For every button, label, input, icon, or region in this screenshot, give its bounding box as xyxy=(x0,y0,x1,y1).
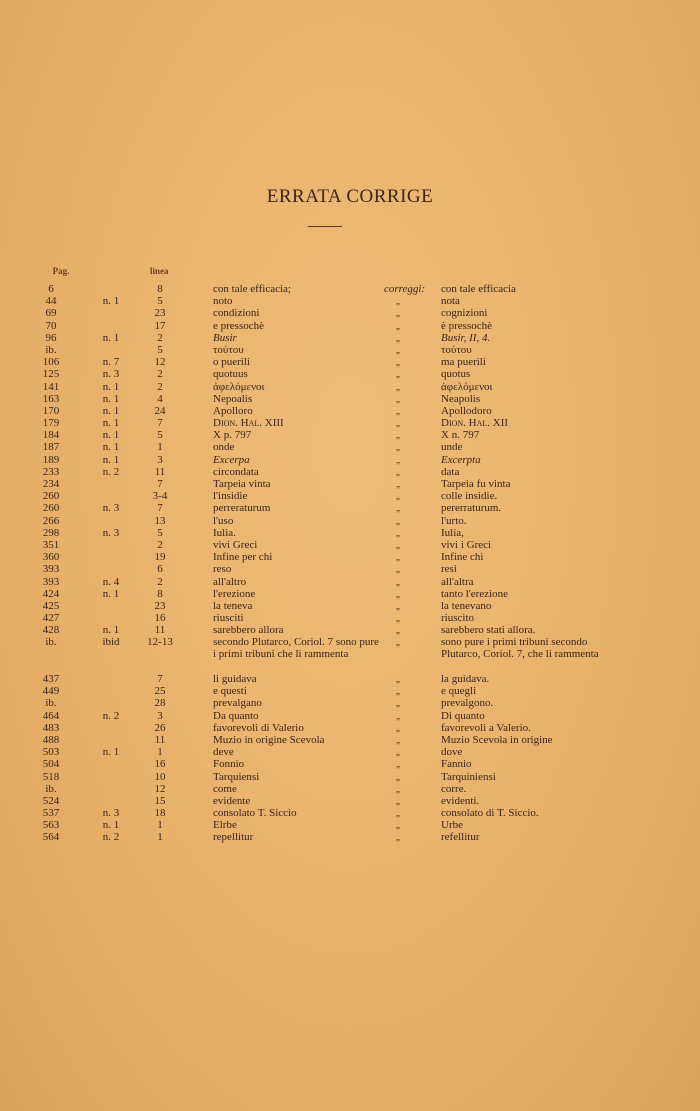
errata-row xyxy=(0,490,700,502)
page-number: 428 xyxy=(42,624,60,637)
ditto-mark: „ xyxy=(396,576,400,587)
page-number: 360 xyxy=(42,551,60,564)
erroneous-text: con tale efficacia; xyxy=(213,283,291,295)
errata-row xyxy=(0,612,700,624)
line-number: 3-4 xyxy=(152,490,168,503)
errata-row xyxy=(0,697,700,709)
corrected-text: corre. xyxy=(441,782,467,795)
note-number: n. 1 xyxy=(102,819,120,832)
errata-row xyxy=(0,356,700,368)
ditto-mark: „ xyxy=(396,430,400,441)
errata-row xyxy=(0,819,700,831)
corrected-text: Iulia, xyxy=(441,526,464,539)
note-number: n. 2 xyxy=(102,709,120,722)
corrected-text: all'altra xyxy=(441,575,474,588)
erroneous-text: favorevoli di Valerio xyxy=(213,721,304,734)
line-number: 10 xyxy=(154,770,166,783)
note-number: n. 3 xyxy=(102,368,120,381)
ditto-mark: „ xyxy=(396,771,400,782)
corrected-text: favorevoli a Valerio. xyxy=(441,721,531,734)
ditto-mark: „ xyxy=(396,332,400,343)
errata-row xyxy=(0,417,700,429)
note-number: n. 1 xyxy=(102,587,120,600)
corrected-text: Tarpeia fu vinta xyxy=(441,478,511,490)
errata-row xyxy=(0,795,700,807)
errata-row xyxy=(0,746,700,758)
ditto-mark: „ xyxy=(396,552,400,563)
errata-row xyxy=(0,454,700,466)
ditto-mark: „ xyxy=(396,686,400,697)
line-number: 8 xyxy=(157,283,163,295)
corrected-text: dove xyxy=(441,746,463,759)
erroneous-text: quotuus xyxy=(213,368,248,381)
ditto-mark: „ xyxy=(396,795,400,806)
line-number: 12 xyxy=(154,782,166,795)
errata-row xyxy=(0,405,700,417)
corrected-text: tanto l'erezione xyxy=(441,587,509,600)
line-number: 28 xyxy=(154,697,166,710)
corrected-text: con tale efficacia xyxy=(441,283,516,295)
note-number: n. 1 xyxy=(102,404,120,417)
line-number: 5 xyxy=(157,343,163,356)
line-number: 1 xyxy=(157,746,163,759)
page-title: ERRATA CORRIGE xyxy=(266,186,434,207)
erroneous-text: Fonnio xyxy=(213,758,245,771)
erroneous-text: τούτου xyxy=(213,343,244,356)
correggi-label: correggi: xyxy=(384,283,426,295)
ditto-mark: „ xyxy=(396,734,400,745)
page-number: 179 xyxy=(42,417,60,430)
erroneous-text: e pressochè xyxy=(213,319,265,332)
line-number: 1 xyxy=(157,819,163,832)
page-number: 518 xyxy=(42,770,60,783)
corrected-text: unde xyxy=(441,441,463,454)
page-number: 187 xyxy=(42,441,60,454)
line-number: 23 xyxy=(154,599,166,612)
erroneous-text: consolato T. Siccio xyxy=(213,807,297,820)
errata-row xyxy=(0,295,700,307)
erroneous-text: Apolloro xyxy=(213,404,253,417)
errata-row xyxy=(0,710,700,722)
errata-row xyxy=(0,600,700,612)
note-number: n. 1 xyxy=(102,453,120,466)
errata-row xyxy=(0,563,700,575)
ditto-mark: „ xyxy=(396,832,400,843)
erroneous-text: Elrbe xyxy=(213,819,237,832)
corrected-text: X n. 797 xyxy=(441,429,480,442)
page-number: 437 xyxy=(42,673,60,686)
page-number: 427 xyxy=(42,612,60,625)
page-number: ib. xyxy=(45,636,57,649)
page-number: 163 xyxy=(42,392,60,405)
erroneous-text: condizioni xyxy=(213,307,260,320)
ditto-mark: „ xyxy=(396,320,400,331)
title-rule xyxy=(308,226,342,227)
corrected-text: nota xyxy=(441,295,460,308)
errata-row xyxy=(0,588,700,600)
erroneous-text: prevalgano xyxy=(213,697,262,710)
errata-row xyxy=(0,771,700,783)
corrected-text: Busir, II, 4. xyxy=(441,331,491,344)
note-number: n. 4 xyxy=(102,575,120,588)
ditto-mark: „ xyxy=(396,820,400,831)
page-number: 44 xyxy=(45,295,57,308)
page-number: 564 xyxy=(42,831,60,844)
ditto-mark: „ xyxy=(396,479,400,489)
erroneous-text: Muzio in origine Scevola xyxy=(213,733,325,746)
note-number: n. 1 xyxy=(102,441,120,454)
ditto-mark: „ xyxy=(396,710,400,721)
line-number: 6 xyxy=(157,563,163,576)
ditto-mark: „ xyxy=(396,722,400,733)
ditto-mark: „ xyxy=(396,381,400,392)
erroneous-text: X p. 797 xyxy=(213,429,252,442)
corrected-text: consolato di T. Siccio. xyxy=(441,807,539,820)
erroneous-text: l'erezione xyxy=(213,587,256,600)
errata-row xyxy=(0,307,700,319)
erroneous-text: Tarpeia vinta xyxy=(213,478,271,490)
page-number: 266 xyxy=(42,514,60,527)
errata-row xyxy=(0,344,700,356)
ditto-mark: „ xyxy=(396,491,400,502)
errata-row xyxy=(0,734,700,746)
page-number: 393 xyxy=(42,563,60,576)
corrected-text: Excerpta xyxy=(441,453,481,466)
page-number: ib. xyxy=(45,782,57,795)
page-number: 393 xyxy=(42,575,60,588)
corrected-text: Dion. Hal. XII xyxy=(441,417,509,430)
line-number: 25 xyxy=(154,685,166,698)
errata-row xyxy=(0,466,700,478)
line-number: 2 xyxy=(157,575,163,588)
erroneous-text: repellitur xyxy=(213,831,254,844)
ditto-mark: „ xyxy=(396,308,400,319)
line-number: 1 xyxy=(157,441,163,454)
ditto-mark: „ xyxy=(396,454,400,465)
erroneous-text: Excerpa xyxy=(213,453,250,466)
line-number: 5 xyxy=(157,295,163,308)
erroneous-text: vivi Greci xyxy=(213,538,258,551)
erroneous-text: la teneva xyxy=(213,599,253,612)
ditto-mark: „ xyxy=(396,625,400,636)
ditto-mark: „ xyxy=(396,808,400,819)
page-number: 184 xyxy=(42,429,60,442)
corrected-text: la tenevano xyxy=(441,599,492,612)
erroneous-text: onde xyxy=(213,441,235,454)
line-number: 3 xyxy=(157,453,163,466)
corrected-text: sono pure i primi tribuni secondo Plutarco, Coriol. 7, che li rammenta xyxy=(441,636,599,661)
line-number: 5 xyxy=(157,429,163,442)
ditto-mark: „ xyxy=(396,393,400,404)
erroneous-text: Nepoalis xyxy=(213,392,253,405)
erroneous-text: riusciti xyxy=(213,612,244,625)
line-number: 15 xyxy=(154,794,166,807)
erroneous-text: evidente xyxy=(213,794,251,807)
note-number: n. 7 xyxy=(102,356,120,369)
ditto-mark: „ xyxy=(396,418,400,429)
errata-row xyxy=(0,502,700,514)
errata-row xyxy=(0,368,700,380)
errata-row xyxy=(0,478,700,490)
line-number: 5 xyxy=(157,526,163,539)
errata-row xyxy=(0,283,700,295)
erroneous-text: come xyxy=(213,782,237,795)
corrected-text: la guidava. xyxy=(441,673,490,686)
errata-row xyxy=(0,807,700,819)
line-number: 1 xyxy=(157,831,163,844)
page-number: 449 xyxy=(42,685,60,698)
erroneous-text: e questi xyxy=(213,685,247,698)
ditto-mark: „ xyxy=(396,600,400,611)
corrected-text: Tarquiniensi xyxy=(441,770,496,783)
page-number: 424 xyxy=(42,587,60,600)
errata-row xyxy=(0,381,700,393)
ditto-mark: „ xyxy=(396,405,400,416)
ditto-mark: „ xyxy=(396,527,400,538)
corrected-text: cognizioni xyxy=(441,307,488,320)
line-number: 16 xyxy=(154,612,166,625)
line-number: 2 xyxy=(157,380,163,393)
line-number: 7 xyxy=(157,417,163,430)
line-number: 2 xyxy=(157,331,163,344)
note-number: n. 1 xyxy=(102,746,120,759)
ditto-mark: „ xyxy=(396,564,400,575)
note-number: n. 1 xyxy=(102,624,120,637)
ditto-mark: „ xyxy=(396,369,400,380)
ditto-mark: „ xyxy=(396,698,400,709)
page-number: 189 xyxy=(42,453,60,466)
corrected-text: sarebbero stati allora. xyxy=(441,624,536,637)
line-number: 4 xyxy=(157,392,163,405)
line-number: 19 xyxy=(154,551,166,564)
line-number: 7 xyxy=(157,673,163,686)
erroneous-text: Infine per chi xyxy=(213,551,273,564)
note-number: n. 1 xyxy=(102,380,120,393)
page-number: ib. xyxy=(45,697,57,710)
corrected-text: è pressochè xyxy=(441,319,493,332)
corrected-text: colle insidie. xyxy=(441,490,498,503)
page-number: 504 xyxy=(42,758,60,771)
erroneous-text: o puerili xyxy=(213,356,250,369)
ditto-mark: „ xyxy=(396,503,400,514)
erroneous-text: Tarquiensi xyxy=(213,770,260,783)
corrected-text: prevalgono. xyxy=(441,697,494,710)
corrected-text: Fannio xyxy=(441,758,472,771)
erroneous-text: Busir xyxy=(213,331,237,344)
errata-row xyxy=(0,576,700,588)
corrected-text: refellitur xyxy=(441,831,480,844)
page-number: 69 xyxy=(45,307,57,320)
page-number: 260 xyxy=(42,502,60,515)
note-number: n. 1 xyxy=(102,295,120,308)
corrected-text: τούτου xyxy=(441,343,472,356)
errata-row xyxy=(0,441,700,453)
corrected-text: Apollodoro xyxy=(441,404,492,417)
corrected-text: pererraturum. xyxy=(441,502,502,515)
page-number: 234 xyxy=(42,478,60,490)
line-number: 11 xyxy=(154,624,166,637)
page-number: ib. xyxy=(45,343,57,356)
errata-row xyxy=(0,332,700,344)
corrected-text: Urbe xyxy=(441,819,463,832)
erroneous-text: l'insidie xyxy=(213,490,248,503)
note-number: n. 2 xyxy=(102,465,120,478)
corrected-text: evidenti. xyxy=(441,794,480,807)
erroneous-text: circondata xyxy=(213,465,259,478)
ditto-mark: „ xyxy=(396,637,400,648)
errata-row xyxy=(0,515,700,527)
erroneous-text: deve xyxy=(213,746,234,759)
corrected-text: Muzio Scevola in origine xyxy=(441,733,553,746)
ditto-mark: „ xyxy=(396,783,400,794)
erroneous-text: Dion. Hal. XIII xyxy=(213,417,284,430)
corrected-text: riuscito xyxy=(441,612,474,625)
page-number: 425 xyxy=(42,599,60,612)
page-number: 6 xyxy=(48,283,54,295)
page-number: 125 xyxy=(42,368,60,381)
errata-row xyxy=(0,429,700,441)
line-number: 17 xyxy=(154,319,166,332)
corrected-text: vivi i Greci xyxy=(441,538,492,551)
line-number: 26 xyxy=(154,721,166,734)
page-number: 351 xyxy=(42,538,60,551)
ditto-mark: „ xyxy=(396,296,400,307)
errata-table xyxy=(0,283,700,844)
line-number: 24 xyxy=(154,404,166,417)
page-number: 464 xyxy=(42,709,60,722)
errata-row xyxy=(0,624,700,636)
line-number: 7 xyxy=(157,502,163,515)
note-number: n. 3 xyxy=(102,502,120,515)
erroneous-text: Iulia. xyxy=(213,526,236,539)
errata-row xyxy=(0,783,700,795)
line-number: 12 xyxy=(154,356,166,369)
page-number: 563 xyxy=(42,819,60,832)
line-number: 18 xyxy=(154,807,166,820)
page-number: 537 xyxy=(42,807,60,820)
page-number: 141 xyxy=(42,380,60,393)
page-number: 488 xyxy=(42,733,60,746)
corrected-text: e quegli xyxy=(441,685,477,698)
page-number: 96 xyxy=(45,331,57,344)
corrected-text: data xyxy=(441,465,460,478)
ditto-mark: „ xyxy=(396,515,400,526)
ditto-mark: „ xyxy=(396,442,400,453)
note-number: ibid xyxy=(102,636,120,649)
page-number: 233 xyxy=(42,465,60,478)
erroneous-text: l'uso xyxy=(213,514,234,527)
corrected-text: resi xyxy=(441,563,457,576)
corrected-text: Neapolis xyxy=(441,392,481,405)
page-number: 170 xyxy=(42,404,60,417)
errata-row xyxy=(0,393,700,405)
erroneous-text: Da quanto xyxy=(213,709,259,722)
errata-row xyxy=(0,685,700,697)
note-number: n. 1 xyxy=(102,429,120,442)
corrected-text: ma puerili xyxy=(441,356,486,369)
corrected-text: ἀφελόμενοι xyxy=(441,380,493,393)
ditto-mark: „ xyxy=(396,588,400,599)
line-number: 11 xyxy=(154,465,166,478)
errata-row xyxy=(0,673,700,685)
line-number: 11 xyxy=(154,733,166,746)
corrected-text: Infine chi xyxy=(441,551,484,564)
erroneous-text: ἀφελόμενοι xyxy=(213,380,265,393)
line-number: 23 xyxy=(154,307,166,320)
erroneous-text: noto xyxy=(213,295,233,308)
ditto-mark: „ xyxy=(396,747,400,758)
note-number: n. 1 xyxy=(102,417,120,430)
line-number: 8 xyxy=(157,587,163,600)
column-header-linea: linea xyxy=(150,266,169,276)
corrected-text: Di quanto xyxy=(441,709,485,722)
line-number: 2 xyxy=(157,368,163,381)
errata-row xyxy=(0,722,700,734)
line-number: 16 xyxy=(154,758,166,771)
erroneous-text: li guidava xyxy=(213,673,257,686)
line-number: 13 xyxy=(154,514,166,527)
page-number: 298 xyxy=(42,526,60,539)
note-number: n. 3 xyxy=(102,526,120,539)
corrected-text: l'urto. xyxy=(441,514,467,527)
line-number: 12-13 xyxy=(147,636,173,649)
page-number: 483 xyxy=(42,721,60,734)
errata-row xyxy=(0,758,700,770)
ditto-mark: „ xyxy=(396,344,400,355)
corrected-text: quotus xyxy=(441,368,471,381)
page-number: 260 xyxy=(42,490,60,503)
note-number: n. 2 xyxy=(102,831,120,844)
errata-row xyxy=(0,527,700,539)
ditto-mark: „ xyxy=(396,613,400,624)
erroneous-text: secondo Plutarco, Coriol. 7 sono pure i primi tribuni che li rammenta xyxy=(213,636,379,661)
errata-row xyxy=(0,636,700,673)
note-number: n. 1 xyxy=(102,392,120,405)
erroneous-text: reso xyxy=(213,563,232,576)
page-number: 503 xyxy=(42,746,60,759)
ditto-mark: „ xyxy=(396,759,400,770)
column-header-pag: Pag. xyxy=(52,266,70,276)
erroneous-text: sarebbero allora xyxy=(213,624,284,637)
page-number: 70 xyxy=(45,319,57,332)
page-number: 106 xyxy=(42,356,60,369)
errata-row xyxy=(0,831,700,843)
line-number: 2 xyxy=(157,538,163,551)
errata-row xyxy=(0,551,700,563)
ditto-mark: „ xyxy=(396,674,400,685)
line-number: 7 xyxy=(157,478,163,490)
line-number: 3 xyxy=(157,709,163,722)
ditto-mark: „ xyxy=(396,539,400,550)
errata-row xyxy=(0,320,700,332)
note-number: n. 1 xyxy=(102,331,120,344)
erroneous-text: perreraturum xyxy=(213,502,271,515)
ditto-mark: „ xyxy=(396,466,400,477)
note-number: n. 3 xyxy=(102,807,120,820)
ditto-mark: „ xyxy=(396,357,400,368)
erroneous-text: all'altro xyxy=(213,575,247,588)
errata-row xyxy=(0,539,700,551)
page-number: 524 xyxy=(42,794,60,807)
